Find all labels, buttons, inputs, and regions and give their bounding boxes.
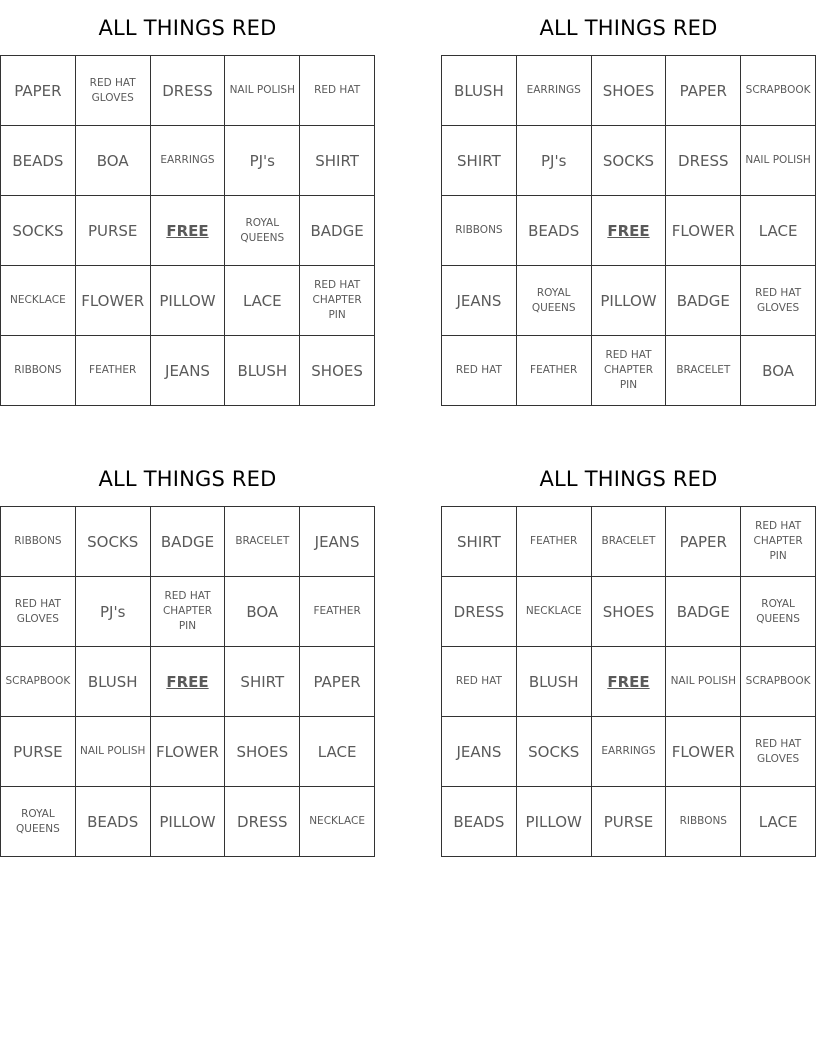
bingo-cell: RIBBONS	[666, 787, 741, 857]
bingo-cell: BOA	[76, 126, 151, 196]
bingo-cell: BLUSH	[442, 56, 517, 126]
bingo-cell: FEATHER	[517, 507, 592, 577]
bingo-cell: SHOES	[592, 56, 667, 126]
bingo-cell: RED HAT CHAPTER PIN	[741, 507, 816, 577]
bingo-cell: NECKLACE	[300, 787, 375, 857]
bingo-cell: PILLOW	[517, 787, 592, 857]
bingo-cell: NECKLACE	[1, 266, 76, 336]
bingo-cell: SOCKS	[76, 507, 151, 577]
bingo-cell: FEATHER	[76, 336, 151, 406]
card-title: ALL THINGS RED	[98, 467, 277, 491]
bingo-cell: PJ's	[76, 577, 151, 647]
bingo-cell: RED HAT	[300, 56, 375, 126]
bingo-cell: RIBBONS	[442, 196, 517, 266]
bingo-cell: BLUSH	[76, 647, 151, 717]
bingo-cell: PJ's	[517, 126, 592, 196]
bingo-cell: EARRINGS	[517, 56, 592, 126]
bingo-cell: BADGE	[666, 577, 741, 647]
bingo-cell: PAPER	[300, 647, 375, 717]
bingo-cell: PJ's	[225, 126, 300, 196]
bingo-cell: DRESS	[225, 787, 300, 857]
bingo-cell: JEANS	[300, 507, 375, 577]
bingo-cell: PAPER	[666, 507, 741, 577]
bingo-cell: RED HAT CHAPTER PIN	[151, 577, 226, 647]
bingo-grid	[0, 506, 375, 857]
bingo-cell: PAPER	[666, 56, 741, 126]
bingo-cell: NAIL POLISH	[666, 647, 741, 717]
bingo-cell: BADGE	[666, 266, 741, 336]
bingo-cell: LACE	[741, 196, 816, 266]
bingo-cell: PAPER	[1, 56, 76, 126]
bingo-cell: LACE	[225, 266, 300, 336]
bingo-cell: PILLOW	[592, 266, 667, 336]
bingo-cell: NAIL POLISH	[76, 717, 151, 787]
bingo-cell: SHIRT	[442, 126, 517, 196]
bingo-cell: SHOES	[592, 577, 667, 647]
free-space-cell: FREE	[592, 196, 667, 266]
bingo-cell: ROYAL QUEENS	[517, 266, 592, 336]
bingo-cell: PURSE	[76, 196, 151, 266]
bingo-cell: SHIRT	[300, 126, 375, 196]
bingo-cell: EARRINGS	[592, 717, 667, 787]
bingo-cell: BEADS	[517, 196, 592, 266]
bingo-cell: RED HAT GLOVES	[741, 717, 816, 787]
bingo-cell: SOCKS	[592, 126, 667, 196]
bingo-cell: FLOWER	[666, 717, 741, 787]
bingo-cell: SCRAPBOOK	[1, 647, 76, 717]
free-space-cell: FREE	[151, 196, 226, 266]
bingo-cell: ROYAL QUEENS	[1, 787, 76, 857]
bingo-cell: SHOES	[300, 336, 375, 406]
bingo-grid	[0, 55, 375, 406]
bingo-cell: SCRAPBOOK	[741, 647, 816, 717]
bingo-cell: BRACELET	[592, 507, 667, 577]
bingo-cell: PILLOW	[151, 266, 226, 336]
bingo-cell: BRACELET	[666, 336, 741, 406]
bingo-cell: BOA	[225, 577, 300, 647]
bingo-cell: BEADS	[1, 126, 76, 196]
bingo-cell: LACE	[741, 787, 816, 857]
bingo-cell: BOA	[741, 336, 816, 406]
bingo-cell: BEADS	[76, 787, 151, 857]
bingo-cell: JEANS	[151, 336, 226, 406]
bingo-grid	[441, 55, 816, 406]
bingo-cell: RED HAT CHAPTER PIN	[592, 336, 667, 406]
bingo-cell: PURSE	[592, 787, 667, 857]
bingo-cell: BADGE	[151, 507, 226, 577]
bingo-cell: SHIRT	[442, 507, 517, 577]
bingo-cell: JEANS	[442, 266, 517, 336]
bingo-cell: FEATHER	[517, 336, 592, 406]
bingo-cell: DRESS	[442, 577, 517, 647]
bingo-cell: RED HAT GLOVES	[76, 56, 151, 126]
bingo-cell: PILLOW	[151, 787, 226, 857]
bingo-cell: FLOWER	[76, 266, 151, 336]
bingo-cell: BEADS	[442, 787, 517, 857]
bingo-cell: FLOWER	[666, 196, 741, 266]
free-space-cell: FREE	[151, 647, 226, 717]
bingo-cell: NECKLACE	[517, 577, 592, 647]
bingo-cell: FLOWER	[151, 717, 226, 787]
bingo-cell: RIBBONS	[1, 507, 76, 577]
bingo-cell: SOCKS	[517, 717, 592, 787]
bingo-cell: ROYAL QUEENS	[225, 196, 300, 266]
bingo-grid	[441, 506, 816, 857]
bingo-cell: PURSE	[1, 717, 76, 787]
bingo-cell: BLUSH	[517, 647, 592, 717]
card-title: ALL THINGS RED	[539, 16, 718, 40]
bingo-cell: BADGE	[300, 196, 375, 266]
bingo-cell: RED HAT	[442, 336, 517, 406]
bingo-cell: ROYAL QUEENS	[741, 577, 816, 647]
bingo-cell: RED HAT	[442, 647, 517, 717]
bingo-cell: SCRAPBOOK	[741, 56, 816, 126]
bingo-cell: SHIRT	[225, 647, 300, 717]
bingo-cell: JEANS	[442, 717, 517, 787]
bingo-cell: DRESS	[151, 56, 226, 126]
bingo-cell: NAIL POLISH	[225, 56, 300, 126]
bingo-cell: DRESS	[666, 126, 741, 196]
card-title: ALL THINGS RED	[98, 16, 277, 40]
bingo-cell: SOCKS	[1, 196, 76, 266]
bingo-cell: BLUSH	[225, 336, 300, 406]
bingo-cell: SHOES	[225, 717, 300, 787]
card-title: ALL THINGS RED	[539, 467, 718, 491]
bingo-cell: FEATHER	[300, 577, 375, 647]
free-space-cell: FREE	[592, 647, 667, 717]
bingo-cell: RED HAT CHAPTER PIN	[300, 266, 375, 336]
bingo-cell: EARRINGS	[151, 126, 226, 196]
bingo-cell: BRACELET	[225, 507, 300, 577]
bingo-cell: LACE	[300, 717, 375, 787]
bingo-cell: RIBBONS	[1, 336, 76, 406]
bingo-cell: RED HAT GLOVES	[1, 577, 76, 647]
bingo-cell: NAIL POLISH	[741, 126, 816, 196]
bingo-cell: RED HAT GLOVES	[741, 266, 816, 336]
